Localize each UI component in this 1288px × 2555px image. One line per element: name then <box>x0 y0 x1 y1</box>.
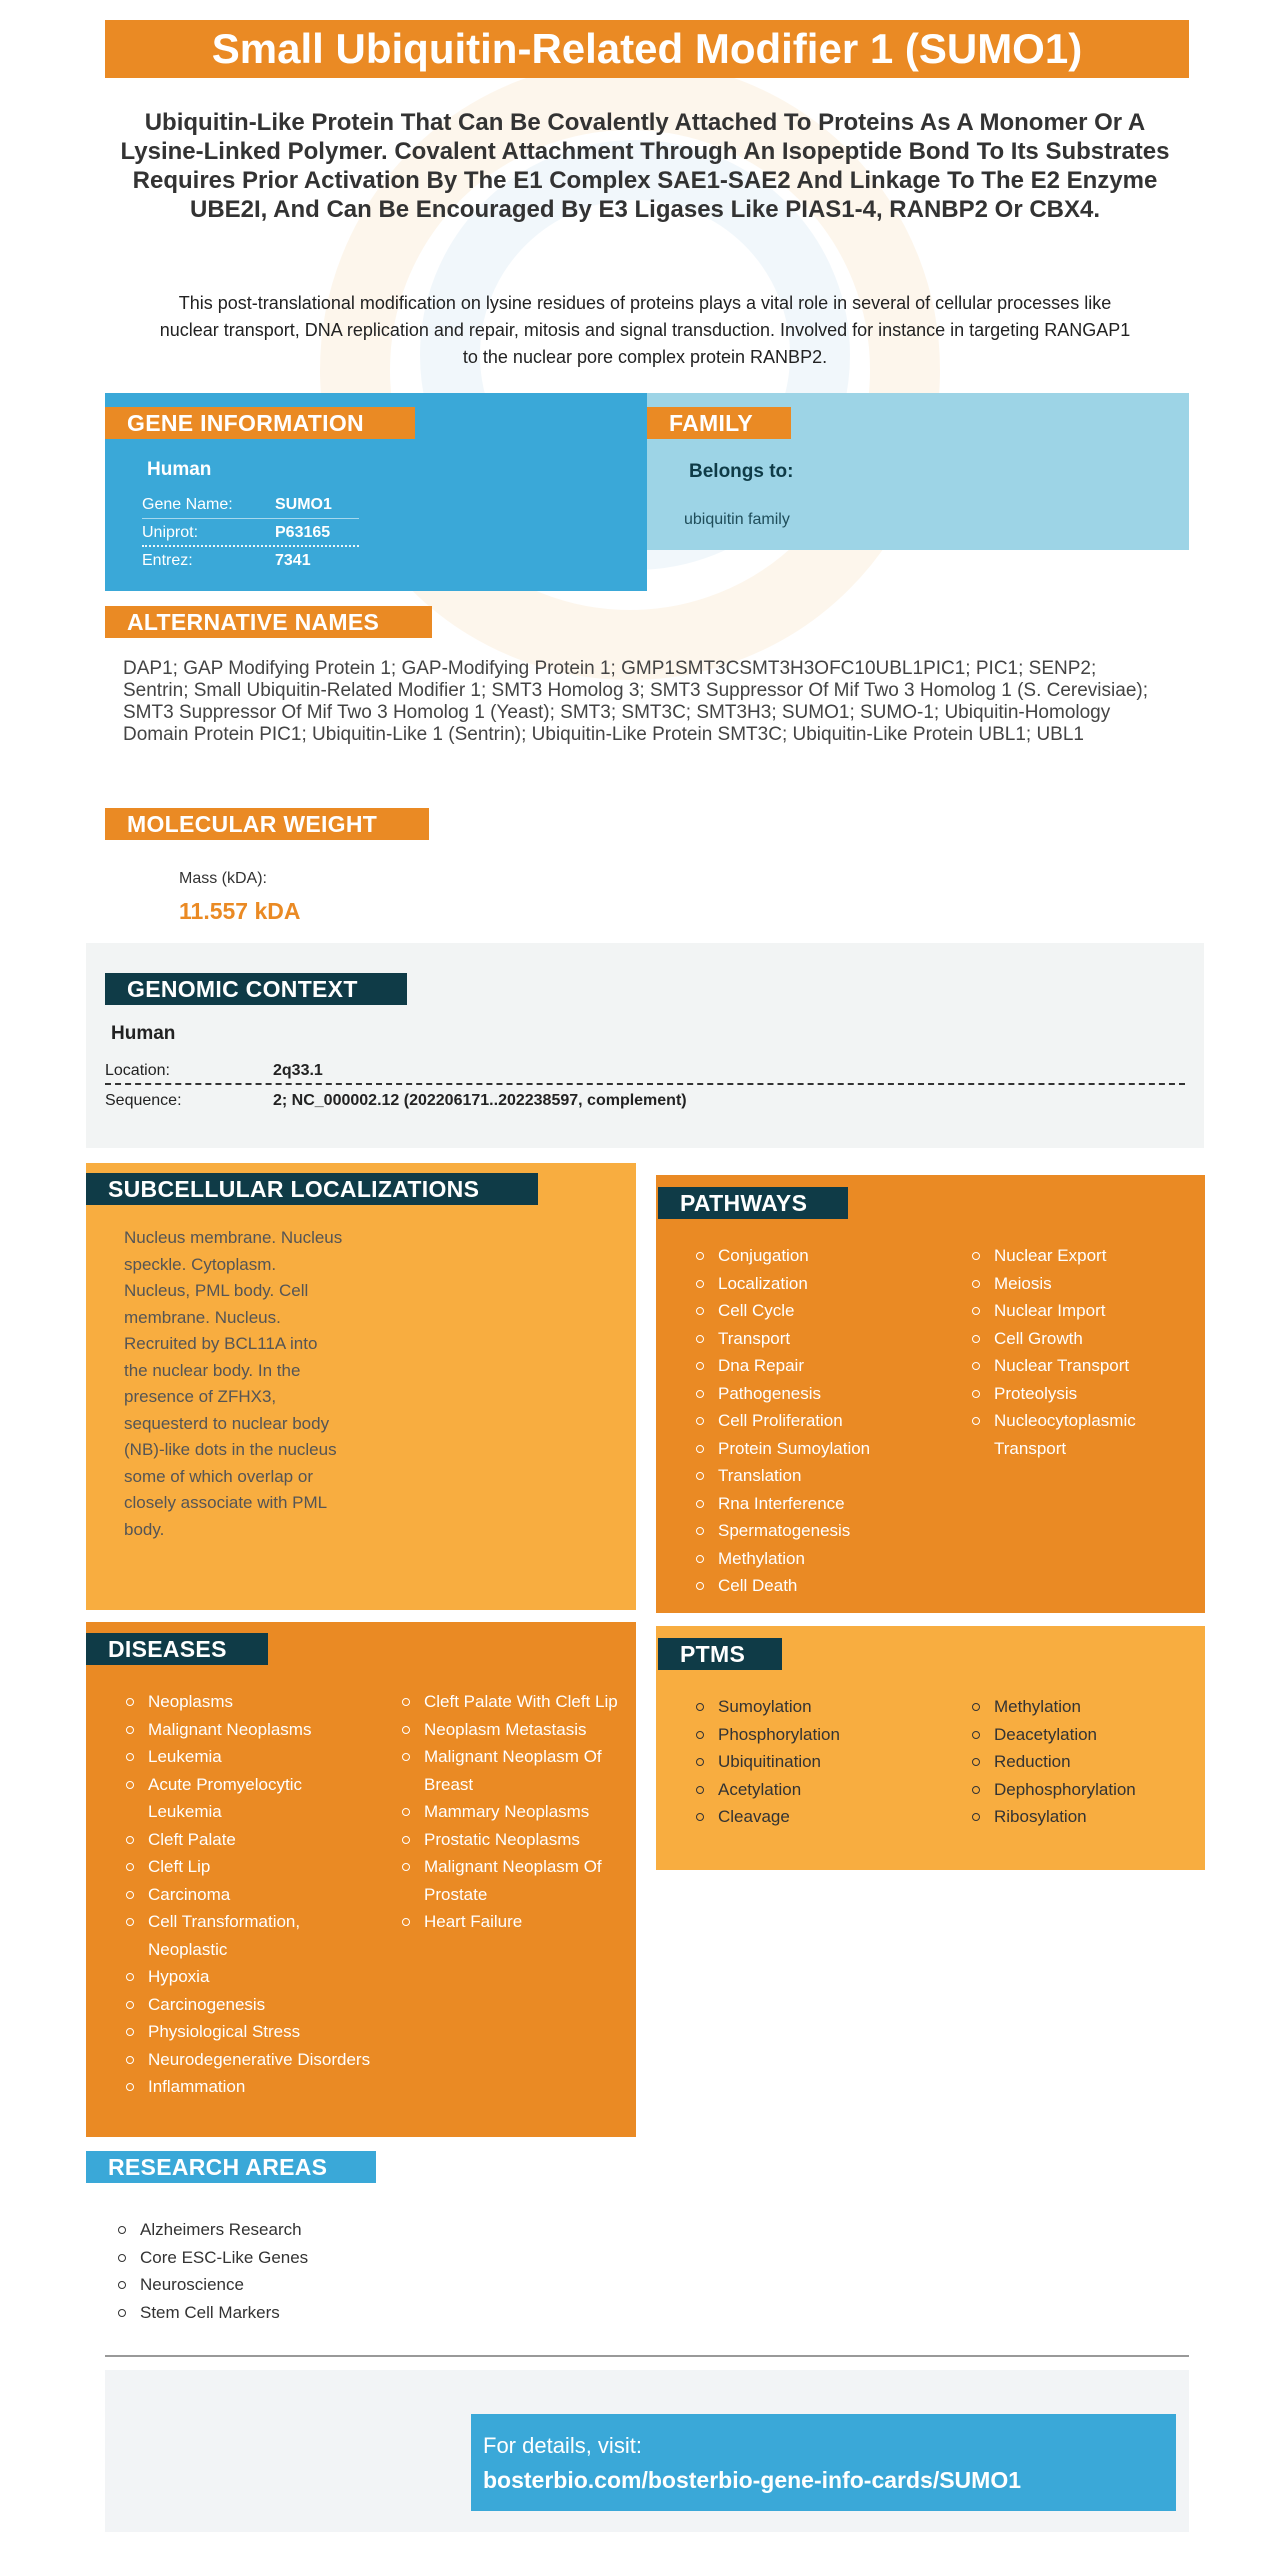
ptms-heading: PTMS <box>658 1638 782 1670</box>
list-item: Neuroscience <box>118 2271 308 2299</box>
page-title: Small Ubiquitin-Related Modifier 1 (SUMO1) <box>105 20 1189 78</box>
list-item: Prostatic Neoplasms <box>402 1826 627 1854</box>
genomic-location-row <box>105 1057 1185 1085</box>
alternative-names-heading: ALTERNATIVE NAMES <box>105 606 432 638</box>
list-item: Heart Failure <box>402 1908 627 1936</box>
list-item: Rna Interference <box>696 1490 956 1518</box>
list-item: Neurodegenerative Disorders <box>126 2046 376 2074</box>
family-panel <box>647 393 1189 550</box>
research-areas-heading: RESEARCH AREAS <box>86 2151 376 2183</box>
diseases-list-left <box>126 1688 376 2101</box>
details-link-card[interactable] <box>471 2414 1176 2511</box>
pathways-panel <box>656 1175 1205 1613</box>
details-label: For details, visit: <box>483 2433 642 2458</box>
list-item: Acetylation <box>696 1776 956 1804</box>
list-item: Cleavage <box>696 1803 956 1831</box>
gene-information-heading: GENE INFORMATION <box>105 407 415 439</box>
list-item: Nuclear Import <box>972 1297 1197 1325</box>
molecular-weight-heading: MOLECULAR WEIGHT <box>105 808 429 840</box>
gene-row-name <box>142 491 359 519</box>
list-item: Cell Proliferation <box>696 1407 956 1435</box>
list-item: Localization <box>696 1270 956 1298</box>
list-item: Proteolysis <box>972 1380 1197 1408</box>
list-item: Dna Repair <box>696 1352 956 1380</box>
list-item: Phosphorylation <box>696 1721 956 1749</box>
list-item: Cleft Lip <box>126 1853 376 1881</box>
diseases-panel <box>86 1622 636 2137</box>
list-item: Cell Death <box>696 1572 956 1600</box>
gene-value: SUMO1 <box>275 496 332 513</box>
ptms-list-right <box>972 1693 1197 1831</box>
list-item: Carcinogenesis <box>126 1991 376 2019</box>
protein-description: This post-translational modification on lysine residues of proteins plays a vital role in several of cellular processes like nuclear transport, DNA replication and repair, mitosis and signal transduction. Involved for instance in targeting RANGAP1 to the nuclear pore complex protein RANBP2. <box>159 293 1131 367</box>
list-item: Leukemia <box>126 1743 376 1771</box>
list-item: Neoplasms <box>126 1688 376 1716</box>
family-value: ubiquitin family <box>684 511 790 528</box>
ptms-panel <box>656 1626 1205 1870</box>
subcellular-localizations-heading: SUBCELLULAR LOCALIZATIONS <box>86 1173 538 1205</box>
list-item: Neoplasm Metastasis <box>402 1716 627 1744</box>
list-item: Transport <box>696 1325 956 1353</box>
list-item: Protein Sumoylation <box>696 1435 956 1463</box>
subcellular-localizations-panel <box>86 1163 636 1610</box>
list-item: Dephosphorylation <box>972 1776 1197 1804</box>
gene-key: Uniprot: <box>142 524 199 541</box>
genomic-context-panel <box>86 943 1204 1148</box>
list-item: Sumoylation <box>696 1693 956 1721</box>
details-link[interactable]: bosterbio.com/bosterbio-gene-info-cards/SUMO1 <box>483 2467 1021 2493</box>
list-item: Inflammation <box>126 2073 376 2101</box>
diseases-list-right <box>402 1688 627 1936</box>
list-item: Hypoxia <box>126 1963 376 1991</box>
gene-value: 7341 <box>275 552 311 569</box>
genomic-context-heading: GENOMIC CONTEXT <box>105 973 407 1005</box>
list-item: Cell Transformation, Neoplastic <box>126 1908 376 1963</box>
list-item: Deacetylation <box>972 1721 1197 1749</box>
gene-information-panel <box>105 393 647 591</box>
list-item: Ribosylation <box>972 1803 1197 1831</box>
list-item: Cleft Palate <box>126 1826 376 1854</box>
diseases-heading: DISEASES <box>86 1633 268 1665</box>
gene-key: Entrez: <box>142 552 193 569</box>
footer-divider <box>105 2355 1189 2357</box>
mass-value: 11.557 kDA <box>179 898 301 924</box>
list-item: Nuclear Transport <box>972 1352 1197 1380</box>
list-item: Alzheimers Research <box>118 2216 308 2244</box>
list-item: Nucleocytoplasmic Transport <box>972 1407 1197 1462</box>
list-item: Pathogenesis <box>696 1380 956 1408</box>
gene-value: P63165 <box>275 524 331 541</box>
sequence-label: Sequence: <box>105 1092 182 1109</box>
research-areas-list <box>118 2216 308 2326</box>
genomic-species: Human <box>111 1023 176 1044</box>
family-heading: FAMILY <box>647 407 791 439</box>
list-item: Methylation <box>972 1693 1197 1721</box>
genomic-sequence-row <box>105 1087 1185 1115</box>
pathways-list-left <box>696 1242 956 1600</box>
list-item: Meiosis <box>972 1270 1197 1298</box>
list-item: Cell Cycle <box>696 1297 956 1325</box>
pathways-heading: PATHWAYS <box>658 1187 848 1219</box>
gene-row-entrez <box>142 547 359 575</box>
gene-key: Gene Name: <box>142 496 233 513</box>
list-item: Nuclear Export <box>972 1242 1197 1270</box>
footer <box>105 2370 1189 2532</box>
list-item: Conjugation <box>696 1242 956 1270</box>
list-item: Mammary Neoplasms <box>402 1798 627 1826</box>
subcellular-localizations-text: Nucleus membrane. Nucleus speckle. Cytoplasm. Nucleus, PML body. Cell membrane. Nucleus. Recruited by BCL11A into the nuclear body. In the presence of ZFHX3, sequesterd to nuclear body (NB)-like dots in the nucleus some of which overlap or closely associate with PML body. <box>124 1228 343 1539</box>
list-item: Physiological Stress <box>126 2018 376 2046</box>
ptms-list-left <box>696 1693 956 1831</box>
gene-info-table <box>142 491 359 575</box>
list-item: Malignant Neoplasm Of Prostate <box>402 1853 627 1908</box>
location-value: 2q33.1 <box>273 1062 323 1079</box>
sequence-value: 2; NC_000002.12 (202206171..202238597, complement) <box>273 1092 687 1109</box>
list-item: Translation <box>696 1462 956 1490</box>
list-item: Spermatogenesis <box>696 1517 956 1545</box>
list-item: Acute Promyelocytic Leukemia <box>126 1771 376 1826</box>
list-item: Core ESC-Like Genes <box>118 2244 308 2272</box>
family-belongs-label: Belongs to: <box>689 461 794 482</box>
gene-row-uniprot <box>142 519 359 547</box>
list-item: Carcinoma <box>126 1881 376 1909</box>
list-item: Malignant Neoplasms <box>126 1716 376 1744</box>
mass-label: Mass (kDA): <box>179 870 267 887</box>
gene-species: Human <box>147 459 212 480</box>
protein-function-summary: Ubiquitin-Like Protein That Can Be Covalently Attached To Proteins As A Monomer Or A Lysine-Linked Polymer. Covalent Attachment Through An Isopeptide Bond To Its Substrates Requires Prior Activation By The E1 Complex SAE1-SAE2 And Linkage To The E2 Enzyme UBE2I, And Can Be Encouraged By E3 Ligases Like PIAS1-4, RANBP2 Or CBX4. <box>120 109 1170 223</box>
list-item: Malignant Neoplasm Of Breast <box>402 1743 627 1798</box>
list-item: Ubiquitination <box>696 1748 956 1776</box>
alternative-names-text: DAP1; GAP Modifying Protein 1; GAP-Modifying Protein 1; GMP1SMT3CSMT3H3OFC10UBL1PIC1; PIC1; SENP2; Sentrin; Small Ubiquitin-Related Modifier 1; SMT3 Homolog 3; SMT3 Suppressor Of Mif Two 3 Homolog 1 (S. Cerevisiae); SMT3 Suppressor Of Mif Two 3 Homolog 1 (Yeast); SMT3; SMT3C; SMT3H3; SUMO1; SUMO-1; Ubiquitin-Homology Domain Protein PIC1; Ubiquitin-Like 1 (Sentrin); Ubiquitin-Like Protein SMT3C; Ubiquitin-Like Protein UBL1; UBL1 <box>123 658 1148 745</box>
list-item: Cell Growth <box>972 1325 1197 1353</box>
list-item: Methylation <box>696 1545 956 1573</box>
pathways-list-right <box>972 1242 1197 1462</box>
location-label: Location: <box>105 1062 170 1079</box>
list-item: Stem Cell Markers <box>118 2299 308 2327</box>
list-item: Reduction <box>972 1748 1197 1776</box>
list-item: Cleft Palate With Cleft Lip <box>402 1688 627 1716</box>
